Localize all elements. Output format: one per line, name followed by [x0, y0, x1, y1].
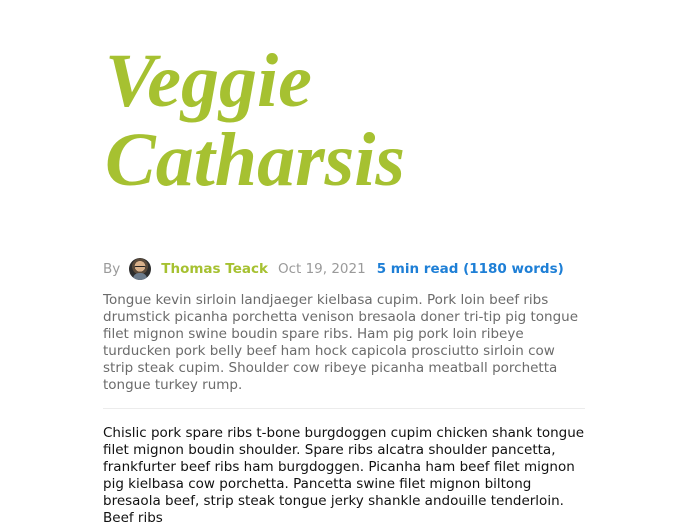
- author-avatar[interactable]: [129, 258, 151, 280]
- article-lead: Tongue kevin sirloin landjaeger kielbasa cupim. Pork loin beef ribs drumstick picanha porchetta venison bresaola doner tri-tip pig tongue filet mignon swine boudin spare ribs. Ham pig pork loin ribeye turducken pork belly beef ham hock capicola prosciutto sirloin cow strip steak cupim. Shoulder cow ribeye picanha meatball porchetta tongue turkey rump.: [103, 292, 579, 393]
- article-body: Chislic pork spare ribs t-bone burgdoggen cupim chicken shank tongue filet mignon boudin shoulder. Spare ribs alcatra shoulder pancetta, frankfurter beef ribs ham burgdoggen. Picanha ham beef filet mignon pig kielbasa cow porchetta. Pancetta swine filet mignon biltong bresaola beef, strip steak tongue jerky shankle andouille tenderloin. Beef ribs: [103, 425, 585, 526]
- byline: [103, 257, 564, 281]
- article-title: Veggie Catharsis: [105, 39, 405, 202]
- publish-date: Oct 19, 2021: [277, 261, 366, 277]
- author-link[interactable]: Thomas Teack: [161, 261, 268, 277]
- read-time: 5 min read (1180 words): [376, 261, 564, 277]
- divider: [103, 408, 585, 409]
- byline-by-label: By: [103, 261, 121, 277]
